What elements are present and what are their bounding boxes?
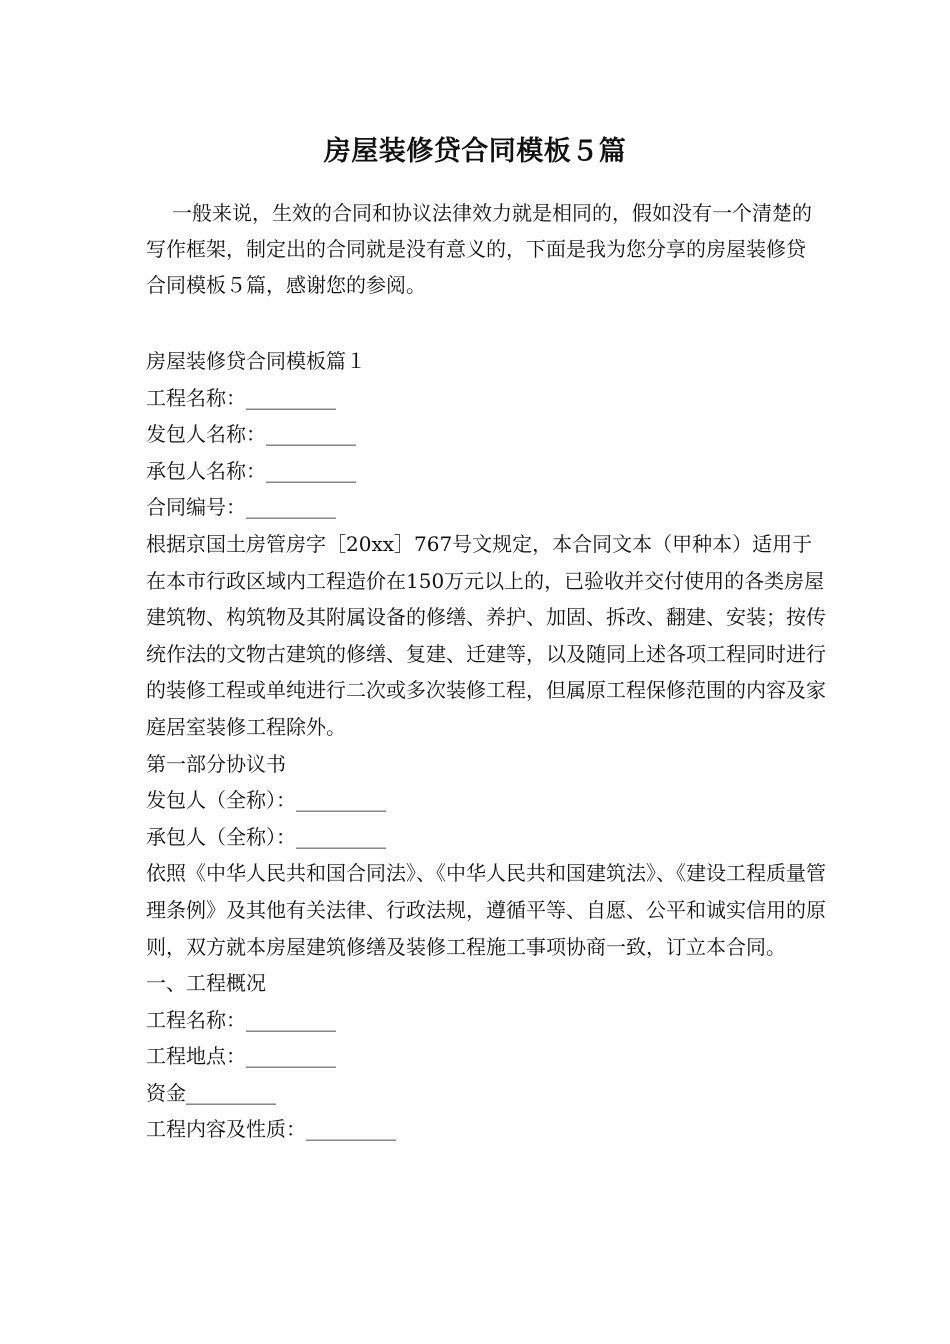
part-one-heading: 第一部分协议书	[146, 751, 286, 776]
scope-paragraph: 根据京国土房管房字［20xx］767号文规定，本合同文本（甲种本）适用于在本市行政区域内工程造价在150万元以上的，已验收并交付使用的各类房屋建筑物、构筑物及其附属设备的修缮、养护、加固、拆改、翻建、安装；按传统作法的文物古建筑的修缮、复建、迁建等，以及随同上述各项工程同时进行的装修工程或单纯进行二次或多次装修工程，但属原工程保修范围的内容及家庭居室装修工程除外。	[146, 531, 826, 739]
field-funds: 资金_________	[146, 1080, 276, 1105]
field-contractor-name: 承包人名称：_________	[146, 458, 356, 483]
section-heading: 房屋装修贷合同模板篇１	[146, 349, 366, 373]
document-title: 房屋装修贷合同模板５篇	[323, 136, 627, 167]
overview-heading: 一、工程概况	[146, 971, 266, 996]
field-project-name-2: 工程名称：_________	[146, 1007, 336, 1032]
field-employer-fullname: 发包人（全称）：_________	[146, 788, 386, 813]
field-project-content: 工程内容及性质：_________	[146, 1117, 396, 1142]
legal-basis-paragraph: 依照《中华人民共和国合同法》、《中华人民共和国建筑法》、《建设工程质量管理条例》及其他有关法律、行政法规，遵循平等、自愿、公平和诚实信用的原则，双方就本房屋建筑修缮及装修工程施工事项协商一致，订立本合同。	[146, 861, 826, 959]
field-project-location: 工程地点：_________	[146, 1044, 336, 1069]
field-contractor-fullname: 承包人（全称）：_________	[146, 824, 386, 849]
document-body	[146, 343, 836, 1148]
intro-paragraph: 一般来说，生效的合同和协议法律效力就是相同的，假如没有一个清楚的写作框架，制定出的合同就是没有意义的，下面是我为您分享的房屋装修贷合同模板５篇，感谢您的参阅。	[146, 201, 812, 297]
field-contract-number: 合同编号：_________	[146, 495, 336, 520]
field-employer-name: 发包人名称：_________	[146, 422, 356, 447]
field-project-name: 工程名称：_________	[146, 385, 336, 410]
